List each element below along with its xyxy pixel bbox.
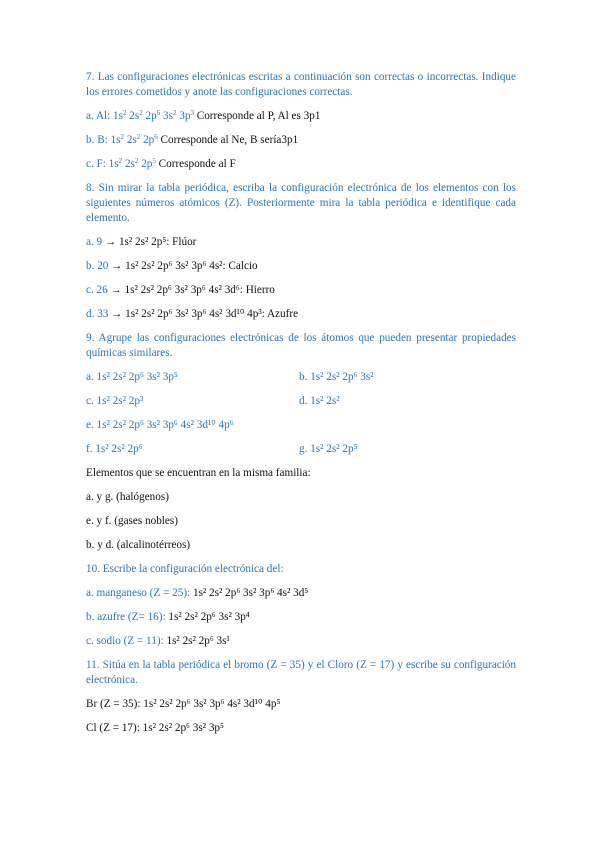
q8-item-c xyxy=(86,283,516,298)
question-9-title: 9. Agrupe las configuraciones electrónicas de los átomos que pueden presentar propiedades químicas similares. xyxy=(86,332,516,359)
q8-item-a xyxy=(86,235,516,250)
q11-bromine-config: Br (Z = 35): 1s² 2s² 2p⁶ 3s² 3p⁶ 4s² 3d¹⁰ 4p⁵ xyxy=(86,698,281,710)
arrow-right-icon: → xyxy=(111,260,123,272)
q10-item-a-label: a. manganeso (Z = 25): xyxy=(86,587,191,599)
q9-options-row-1 xyxy=(86,370,516,385)
q9-option-g: g. 1s² 2s² 2p⁵ xyxy=(299,443,358,455)
q10-item-b-config: 1s² 2s² 2p⁶ 3s² 3p⁴ xyxy=(165,611,250,623)
q9-option-f: f. 1s² 2s² 2p⁶ xyxy=(86,443,143,455)
question-8-title: 8. Sin mirar la tabla periódica, escriba la configuración electrónica de los elementos con los siguientes números atómicos (Z). Posteriormente mira la tabla periódica e identifique cada elemento. xyxy=(86,182,516,224)
q10-item-b-label: b. azufre (Z= 16): xyxy=(86,611,166,623)
q10-item-c xyxy=(86,634,516,649)
q9-options-row-4 xyxy=(86,442,516,457)
q7-item-c xyxy=(86,157,516,172)
q10-item-b xyxy=(86,610,516,625)
q11-chlorine-config: Cl (Z = 17): 1s² 2s² 2p⁶ 3s² 3p⁵ xyxy=(86,722,224,734)
q8-item-a-config: 1s² 2s² 2p⁵ xyxy=(118,236,167,248)
q9-options-row-2 xyxy=(86,394,516,409)
q8-item-d-config: 1s² 2s² 2p⁶ 3s² 3p⁶ 4s² 3d¹⁰ 4p³ xyxy=(125,308,262,320)
question-7-title: 7. Las configuraciones electrónicas escritas a continuación son correctas o incorrectas. Indique los errores cometidos y anote las configuraciones correctas. xyxy=(86,71,516,98)
q9-option-b: b. 1s² 2s² 2p⁶ 3s² xyxy=(299,371,374,383)
q7-item-b xyxy=(86,133,516,148)
q8-item-d-answer: : Azufre xyxy=(261,308,299,320)
q7-item-b-config: b. B: $1s^2$ $2s^2$ $2p^6$ xyxy=(86,133,158,146)
q10-item-a-config: 1s² 2s² 2p⁶ 3s² 3p⁶ 4s² 3d⁵ xyxy=(190,587,309,599)
document-page xyxy=(86,70,516,736)
q7-item-b-answer: Corresponde al Ne, B sería3p1 xyxy=(160,134,299,146)
q9-family-3: b. y d. (alcalinotérreos) xyxy=(86,539,191,551)
question-11-title: 11. Sitúa en la tabla periódica el bromo (Z = 35) y el Cloro (Z = 17) y escribe su configuración electrónica. xyxy=(86,659,516,686)
question-10-title: 10. Escribe la configuración electrónica del: xyxy=(86,563,284,575)
q9-family-2: e. y f. (gases nobles) xyxy=(86,515,178,527)
q9-option-a: a. 1s² 2s² 2p⁶ 3s² 3p⁵ xyxy=(86,371,178,383)
arrow-right-icon: → xyxy=(104,236,117,248)
q10-item-c-config: 1s² 2s² 2p⁶ 3s¹ xyxy=(163,635,230,647)
q8-item-b xyxy=(86,259,516,274)
q8-item-b-answer: : Calcio xyxy=(222,260,258,272)
q9-option-e: e. 1s² 2s² 2p⁶ 3s² 3p⁶ 4s² 3d¹⁰ 4p⁶ xyxy=(86,419,234,431)
q9-option-c: c. 1s² 2s² 2p³ xyxy=(86,395,144,407)
q7-item-a-answer: Corresponde al P, Al es 3p1 xyxy=(196,110,321,122)
q7-item-c-config: c. F: $1s^2$ $2s^2$ $2p^5$ xyxy=(86,157,156,170)
arrow-right-icon: → xyxy=(111,308,123,320)
q9-families-heading: Elementos que se encuentran en la misma familia: xyxy=(86,467,311,479)
q7-item-a-config: a. Al: $1s^2$ $2s^2$ $2p^6$ $3s^2$ $3p^3$ xyxy=(86,109,194,122)
q8-item-c-config: 1s² 2s² 2p⁶ 3s² 3p⁶ 4s² 3d⁶ xyxy=(124,284,240,296)
q10-item-a xyxy=(86,586,516,601)
q8-item-c-answer: : Hierro xyxy=(239,284,275,296)
q8-item-d-label: d. 33 xyxy=(86,308,109,320)
q10-item-c-label: c. sodio (Z = 11): xyxy=(86,635,164,647)
q9-family-1: a. y g. (halógenos) xyxy=(86,491,169,503)
q7-item-c-answer: Corresponde al F xyxy=(158,158,236,170)
q8-item-a-answer: : Flúor xyxy=(166,236,197,248)
q8-item-c-label: c. 26 xyxy=(86,284,108,296)
q8-item-b-label: b. 20 xyxy=(86,260,109,272)
q8-item-a-label: a. 9 xyxy=(86,236,103,248)
q8-item-b-config: 1s² 2s² 2p⁶ 3s² 3p⁶ 4s² xyxy=(125,260,223,272)
q9-option-d: d. 1s² 2s² xyxy=(299,395,340,407)
q9-options-row-3 xyxy=(86,418,516,433)
q7-item-a xyxy=(86,109,516,124)
q8-item-d xyxy=(86,307,516,322)
arrow-right-icon: → xyxy=(110,284,122,296)
